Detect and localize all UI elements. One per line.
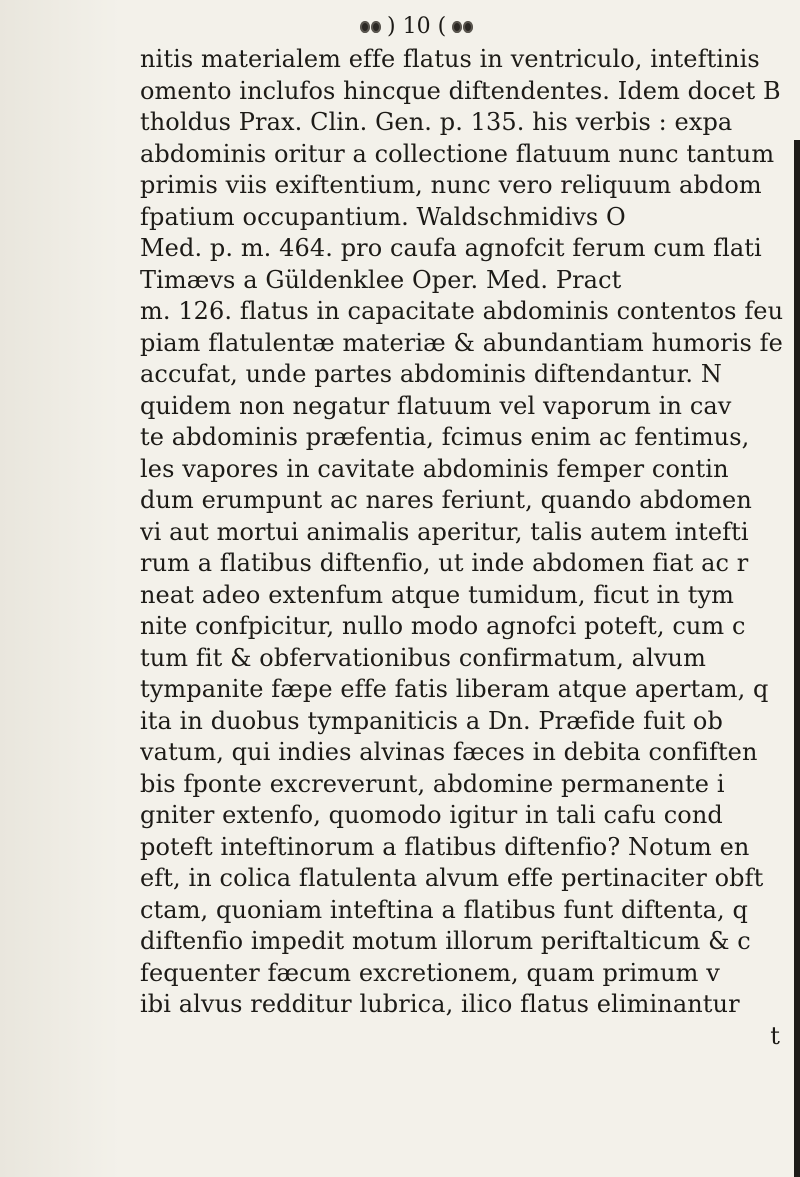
text-line: eft, in colica flatulenta alvum effe pertinaciter obft [140, 864, 764, 892]
text-line: les vapores in cavitate abdominis femper contin [140, 454, 729, 483]
page-edge-shadow [794, 140, 800, 1177]
body-text [140, 44, 800, 1144]
text-line: m. 126. flatus in capacitate abdominis contentos feu [140, 297, 784, 325]
text-line: ita in duobus tympaniticis a Dn. Præfide fuit ob [140, 706, 723, 735]
text-line: ibi alvus redditur lubrica, ilico flatus eliminantur [140, 990, 740, 1018]
text-line: rum a flatibus diftenfio, ut inde abdomen fiat ac r [140, 549, 749, 577]
page-number: ) 10 ( [387, 14, 447, 39]
text-line: tympanite fæpe effe fatis liberam atque apertam, q [140, 675, 769, 703]
text-line: vi aut mortui animalis aperitur, talis autem intefti [140, 517, 749, 546]
text-line: dum erumpunt ac nares feriunt, quando abdomen [140, 486, 752, 514]
text-line: te abdominis præfentia, fcimus enim ac fentimus, [140, 423, 750, 451]
text-line: nitis materialem effe flatus in ventriculo, inteftinis [140, 45, 760, 73]
text-line: vatum, qui indies alvinas fæces in debita confiften [140, 738, 758, 766]
text-line: Timævs a Güldenklee Oper. Med. Pract [140, 265, 622, 294]
text-line: abdominis oritur a collectione flatuum nunc tantum [140, 139, 775, 168]
text-line: fpatium occupantium. Waldschmidivs O [140, 202, 626, 231]
text-line: t [770, 1021, 780, 1050]
text-line: primis viis exiftentium, nunc vero reliquum abdom [140, 171, 762, 199]
left-ornament-icon [360, 21, 381, 33]
text-line: quidem non negatur flatuum vel vaporum in cav [140, 391, 732, 420]
page-fold-shadow [0, 0, 120, 1177]
text-line: piam flatulentæ materiæ & abundantiam humoris fe [140, 328, 783, 357]
text-line: poteft inteftinorum a flatibus diftenfio? Notum en [140, 832, 750, 861]
text-line: tum fit & obfervationibus confirmatum, alvum [140, 643, 706, 672]
text-line: fequenter fæcum excretionem, quam primum v [140, 958, 720, 987]
right-ornament-icon [452, 21, 473, 33]
text-line: bis fponte excreverunt, abdomine permanente i [140, 769, 725, 798]
running-head [360, 12, 660, 42]
text-line: gniter extenfo, quomodo igitur in tali cafu cond [140, 801, 723, 829]
text-line: omento inclufos hincque diftendentes. Idem docet B [140, 76, 781, 105]
text-line: Med. p. m. 464. pro caufa agnofcit ferum cum flati [140, 234, 762, 262]
text-line: diftenfio impedit motum illorum periftalticum & c [140, 927, 751, 955]
text-line: accufat, unde partes abdominis diftendantur. N [140, 360, 722, 388]
text-line: neat adeo extenfum atque tumidum, ficut in tym [140, 580, 734, 609]
text-line: nite confpicitur, nullo modo agnofci poteft, cum c [140, 612, 746, 640]
text-line: tholdus Prax. Clin. Gen. p. 135. his verbis : expa [140, 108, 733, 136]
text-line: ctam, quoniam inteftina a flatibus funt diftenta, q [140, 895, 748, 924]
